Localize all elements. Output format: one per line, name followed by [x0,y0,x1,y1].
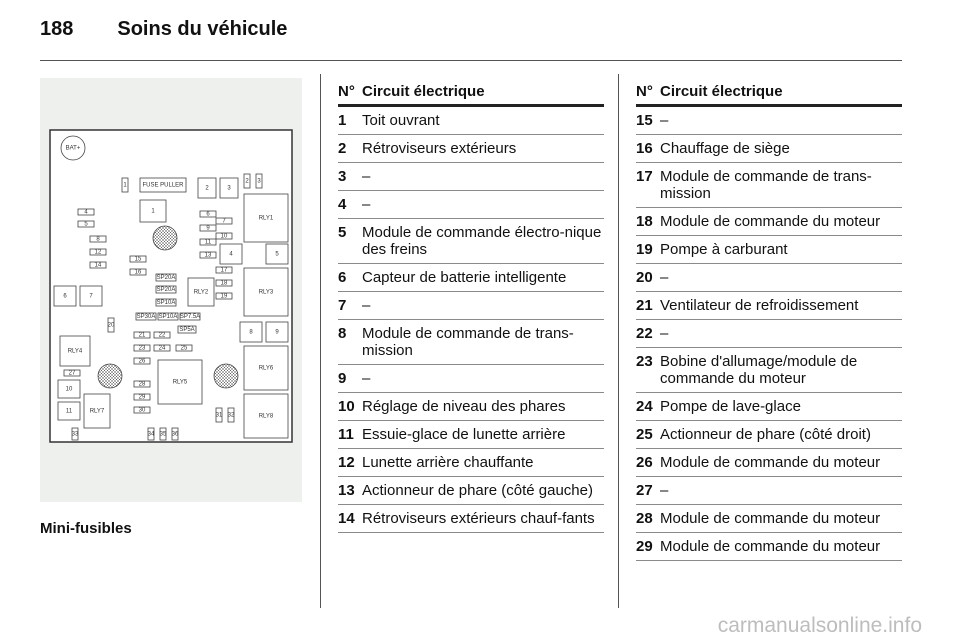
circuit-description: – [362,168,371,185]
table-row [636,320,902,348]
svg-text:14: 14 [94,262,102,269]
fuse-number: 6 [338,269,347,286]
table-row [636,292,902,320]
circuit-description: Module de commande du moteur [660,454,881,471]
table-row [338,292,604,320]
fuse-number: 12 [338,454,355,471]
battery-label: BAT+ [65,145,81,152]
svg-text:34: 34 [147,431,155,438]
header-number: N° [338,83,355,100]
table-row [338,163,604,191]
fuse-number: 2 [338,140,347,157]
svg-text:7: 7 [222,218,226,225]
svg-text:9: 9 [275,329,279,336]
svg-text:SP7.5A: SP7.5A [179,314,201,321]
circuit-description: Module de commande de trans-mission [362,325,574,359]
table-row [636,264,902,292]
svg-text:4: 4 [229,251,233,258]
header-rule [40,60,902,61]
table-row [338,191,604,219]
svg-text:5: 5 [84,221,88,228]
svg-text:36: 36 [171,431,179,438]
fuse-number: 26 [636,454,653,471]
svg-text:SP5A: SP5A [179,327,195,334]
svg-text:11: 11 [204,239,212,246]
circuit-description: – [362,297,371,314]
fuse-number: 11 [338,426,354,443]
table-header [636,82,902,107]
header-number: N° [636,83,653,100]
fuse-number: 20 [636,269,653,286]
table-row [338,505,604,533]
page-number: 188 [40,18,74,40]
svg-text:18: 18 [220,280,228,287]
circuit-description: Module de commande du moteur [660,510,881,527]
column-divider-right [618,74,619,608]
diagram-caption: Mini-fusibles [40,520,132,537]
table-row [338,421,604,449]
table-row [338,320,604,365]
circuit-description: Capteur de batterie intelligente [362,269,567,286]
svg-text:SP10A: SP10A [158,314,178,321]
circuit-description: Rétroviseurs extérieurs chauf-fants [362,510,595,527]
table-row [338,477,604,505]
svg-text:32: 32 [227,412,235,419]
header-circuit: Circuit électrique [660,83,783,100]
svg-text:6: 6 [206,211,210,218]
svg-text:6: 6 [63,293,67,300]
circuit-description: Module de commande du moteur [660,213,881,230]
fuse-number: 19 [636,241,653,258]
circuit-description: Module de commande du moteur [660,538,881,555]
page-header [40,18,287,48]
svg-text:RLY4: RLY4 [67,348,83,355]
svg-text:13: 13 [204,252,212,259]
svg-text:5: 5 [275,251,279,258]
table-row [636,421,902,449]
svg-text:RLY2: RLY2 [193,289,209,296]
svg-text:RLY3: RLY3 [258,289,274,296]
svg-text:17: 17 [220,267,228,274]
fuse-number: 29 [636,538,653,555]
fuse-number: 3 [338,168,347,185]
svg-text:35: 35 [159,431,167,438]
fuse-number: 17 [636,168,653,185]
circuit-description: Actionneur de phare (côté gauche) [362,482,593,499]
svg-text:26: 26 [138,358,146,365]
table-row [636,477,902,505]
fuse-number: 24 [636,398,653,415]
circuit-description: – [362,196,371,213]
table-left-rows [338,107,604,533]
svg-text:2: 2 [205,185,209,192]
fuse-number: 23 [636,353,653,370]
svg-text:27: 27 [68,370,76,377]
fuse-number: 13 [338,482,355,499]
table-row [636,236,902,264]
table-row [338,393,604,421]
fuse-puller-label: FUSE PULLER [142,182,184,189]
svg-text:4: 4 [84,209,88,216]
svg-text:3: 3 [257,178,261,185]
svg-text:24: 24 [158,345,166,352]
svg-text:16: 16 [134,269,142,276]
fuse-number: 4 [338,196,347,213]
svg-text:RLY6: RLY6 [258,365,274,372]
table-right [636,82,902,561]
table-row [636,449,902,477]
circuit-description: Lunette arrière chauffante [362,454,534,471]
fuse-box-svg [40,78,302,502]
page-title: Soins du véhicule [117,18,288,40]
table-row [338,219,604,264]
svg-text:10: 10 [220,233,228,240]
fuse-number: 14 [338,510,355,527]
circuit-description: Pompe à carburant [660,241,788,258]
svg-text:33: 33 [71,431,79,438]
circuit-description: Module de commande électro-nique des freins [362,224,602,258]
svg-text:23: 23 [138,345,146,352]
svg-text:25: 25 [180,345,188,352]
circuit-description: – [660,325,669,342]
svg-text:8: 8 [96,236,100,243]
fuse-number: 16 [636,140,653,157]
svg-text:7: 7 [89,293,93,300]
fuse-number: 22 [636,325,653,342]
table-left [338,82,604,533]
table-row [636,135,902,163]
svg-text:SP20A: SP20A [156,275,176,282]
svg-text:3: 3 [227,185,231,192]
circuit-description: Rétroviseurs extérieurs [362,140,517,157]
svg-text:28: 28 [138,381,146,388]
svg-text:9: 9 [206,225,210,232]
svg-text:2: 2 [245,178,249,185]
svg-text:12: 12 [94,249,102,256]
svg-text:19: 19 [220,293,228,300]
svg-text:1: 1 [123,182,127,189]
svg-text:RLY8: RLY8 [258,413,274,420]
table-row [636,533,902,561]
fuse-number: 8 [338,325,347,342]
svg-text:30: 30 [138,407,146,414]
circuit-description: – [362,370,371,387]
footer-watermark: carmanualsonline.info [717,614,922,637]
fuse-number: 5 [338,224,347,241]
fuse-number: 18 [636,213,653,230]
circuit-description: Actionneur de phare (côté droit) [660,426,871,443]
table-row [636,107,902,135]
fuse-number: 1 [338,112,347,129]
svg-text:20: 20 [107,322,115,329]
circuit-description: Chauffage de siège [660,140,790,157]
fuse-number: 25 [636,426,653,443]
circuit-description: – [660,482,669,499]
svg-text:22: 22 [158,332,166,339]
circuit-description: – [660,269,669,286]
svg-text:1: 1 [151,208,155,215]
fuse-number: 21 [636,297,653,314]
table-row [338,449,604,477]
svg-text:SP30A: SP30A [136,314,156,321]
fuse-number: 9 [338,370,347,387]
circuit-description: Pompe de lave-glace [660,398,801,415]
circuit-description: – [660,112,669,129]
column-divider-left [320,74,321,608]
svg-text:15: 15 [134,256,142,263]
table-row [338,365,604,393]
table-row [636,208,902,236]
circuit-description: Bobine d'allumage/module de commande du moteur [660,353,858,387]
circuit-description: Module de commande de trans-mission [660,168,872,202]
table-row [636,505,902,533]
svg-text:SP20A: SP20A [156,287,176,294]
svg-text:SP10A: SP10A [156,300,176,307]
table-right-rows [636,107,902,561]
table-row [338,107,604,135]
svg-text:RLY1: RLY1 [258,215,274,222]
circuit-description: Toit ouvrant [362,112,440,129]
fuse-number: 10 [338,398,355,415]
table-row [636,348,902,393]
table-row [338,264,604,292]
svg-text:11: 11 [65,408,73,415]
table-row [636,393,902,421]
fuse-number: 7 [338,297,347,314]
svg-text:29: 29 [138,394,146,401]
svg-text:10: 10 [65,386,73,393]
table-row [338,135,604,163]
circuit-description: Réglage de niveau des phares [362,398,566,415]
fuse-number: 15 [636,112,653,129]
svg-text:31: 31 [215,412,223,419]
header-circuit: Circuit électrique [362,83,485,100]
svg-text:8: 8 [249,329,253,336]
fuse-box-diagram [40,78,302,502]
table-row [636,163,902,208]
svg-text:RLY5: RLY5 [172,379,188,386]
table-header [338,82,604,107]
svg-text:RLY7: RLY7 [89,408,105,415]
circuit-description: Ventilateur de refroidissement [660,297,859,314]
circuit-description: Essuie-glace de lunette arrière [362,426,566,443]
fuse-number: 27 [636,482,653,499]
fuse-number: 28 [636,510,653,527]
svg-text:21: 21 [138,332,146,339]
